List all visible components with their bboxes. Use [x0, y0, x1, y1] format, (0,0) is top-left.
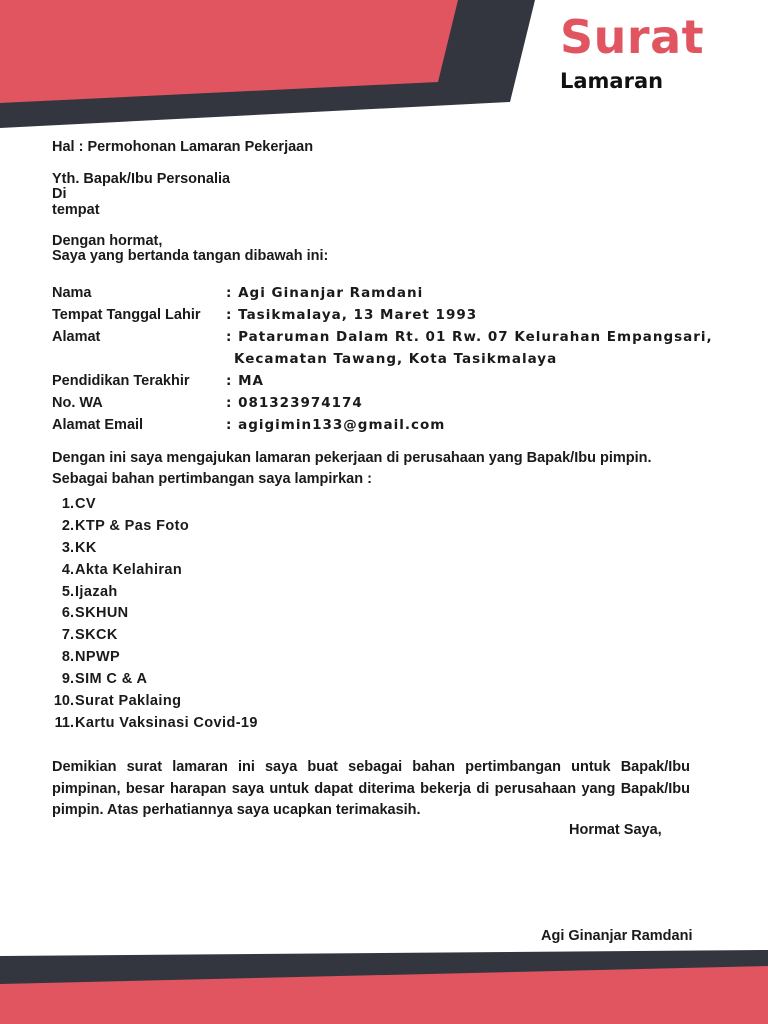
greeting: Dengan hormat,: [52, 233, 163, 249]
letter-subject: Hal : Permohonan Lamaran Pekerjaan: [52, 139, 314, 155]
field-label-nama: Nama: [52, 285, 92, 301]
signature-name: Agi Ginanjar Ramdani: [541, 928, 693, 944]
field-value-nama: : Agi Ginanjar Ramdani: [226, 285, 424, 301]
field-value-email: : agigimin133@gmail.com: [226, 417, 446, 433]
field-value-pendidikan: : MA: [226, 373, 264, 389]
attachments-list: [52, 496, 258, 737]
list-item: 7. SKCK: [61, 627, 118, 644]
document-title: Surat: [560, 10, 705, 64]
recipient-line-3: tempat: [52, 202, 100, 218]
footer-decoration: [0, 940, 768, 1024]
list-item: 4. Akta Kelahiran: [61, 561, 183, 578]
list-item: 3. KK: [61, 539, 97, 556]
intro-text: Saya yang bertanda tangan dibawah ini:: [52, 248, 329, 264]
document-subtitle: Lamaran: [560, 69, 664, 93]
list-item: 1. CV: [61, 496, 96, 512]
list-item: 9. SIM C & A: [61, 671, 148, 688]
body-line-1: Dengan ini saya mengajukan lamaran pekerjaan di perusahaan yang Bapak/Ibu pimpin.: [52, 450, 652, 466]
list-item: 5. Ijazah: [61, 583, 118, 600]
list-item: 10. Surat Paklaing: [53, 693, 182, 710]
body-line-2: Sebagai bahan pertimbangan saya lampirkan :: [52, 471, 372, 487]
field-value-wa: : 081323974174: [226, 395, 363, 411]
list-item: 8. NPWP: [61, 649, 121, 666]
recipient-line-1: Yth. Bapak/Ibu Personalia: [52, 171, 231, 187]
list-item: 11. Kartu Vaksinasi Covid-19: [54, 714, 258, 731]
field-label-wa: No. WA: [52, 395, 103, 411]
field-label-alamat: Alamat: [52, 329, 101, 345]
closing-paragraph: Demikian surat lamaran ini saya buat sebagai bahan pertimbangan untuk Bapak/Ibu pimpinan, besar harapan saya untuk dapat diterima bekerja di perusahaan yang Bapak/Ibu pimpin. Atas perhatiannya saya ucapkan terimakasih.: [52, 759, 690, 818]
list-item: 6. SKHUN: [61, 605, 129, 622]
field-label-ttl: Tempat Tanggal Lahir: [52, 307, 201, 323]
recipient-line-2: Di: [52, 186, 67, 202]
sign-off: Hormat Saya,: [569, 822, 662, 838]
field-value-alamat: : Pataruman Dalam Rt. 01 Rw. 07 Kelurahan Empangsari,: [226, 329, 713, 345]
field-value-alamat-cont: Kecamatan Tawang, Kota Tasikmalaya: [234, 351, 558, 367]
field-value-ttl: : Tasikmalaya, 13 Maret 1993: [226, 307, 478, 323]
list-item: 2. KTP & Pas Foto: [61, 517, 190, 534]
field-label-pendidikan: Pendidikan Terakhir: [52, 373, 190, 389]
field-label-email: Alamat Email: [52, 417, 144, 433]
